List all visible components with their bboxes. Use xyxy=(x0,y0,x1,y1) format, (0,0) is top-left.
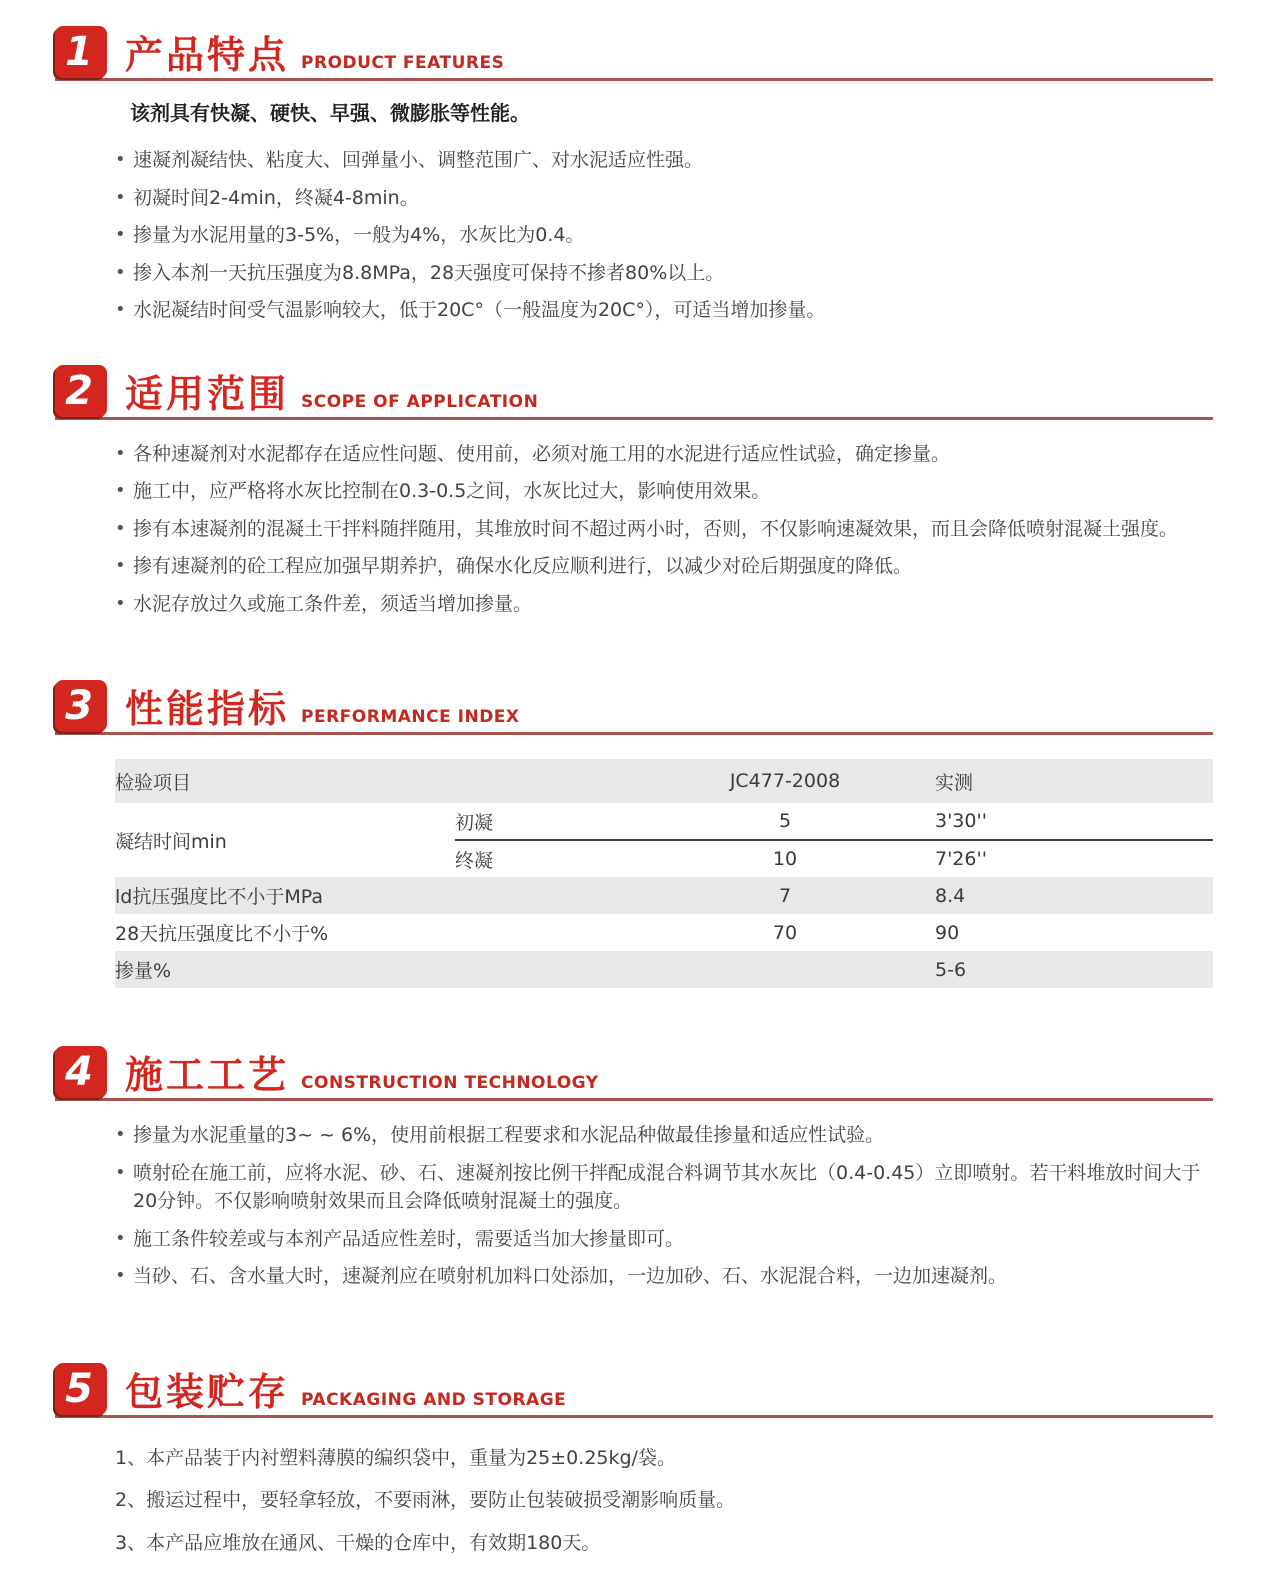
section-product-features xyxy=(55,26,1213,325)
col-header-standard: JC477-2008 xyxy=(729,770,841,792)
section-title-zh-1: 产品特点 xyxy=(125,33,290,77)
section-header-2 xyxy=(55,365,1213,420)
initial-set-label: 初凝 xyxy=(455,811,494,834)
list-item xyxy=(115,146,1213,175)
list-item-text: 水泥存放过久或施工条件差，须适当增加掺量。 xyxy=(133,592,533,615)
list-item xyxy=(115,590,1213,619)
numbered-item: 2、搬运过程中，要轻拿轻放，不要雨淋，要防止包装破损受潮影响质量。 xyxy=(115,1489,736,1511)
section-number-badge-1 xyxy=(55,26,107,78)
product-features-list xyxy=(55,146,1213,325)
strength-28d-label: 28天抗压强度比不小于% xyxy=(115,923,329,945)
table-row xyxy=(115,951,1213,988)
strength-28d-standard: 70 xyxy=(772,921,798,944)
section-number-1: 1 xyxy=(65,29,93,75)
section-title-zh-3: 性能指标 xyxy=(125,687,290,731)
initial-set-standard: 5 xyxy=(778,810,792,832)
section-number-badge-2 xyxy=(55,365,107,417)
list-item xyxy=(115,221,1213,250)
list-item xyxy=(115,440,1213,469)
section-title-zh-2: 适用范围 xyxy=(125,371,290,416)
list-item-text: 喷射砼在施工前，应将水泥、砂、石、速凝剂按比例干拌配成混合料调节其水灰比（0.4-0.45）立即喷射。若干料堆放时间大于20分钟。不仅影响喷射效果而且会降低喷射混凝土的强度。 xyxy=(133,1161,1201,1212)
list-item-text: 当砂、石、含水量大时，速凝剂应在喷射机加料口处添加，一边加砂、石、水泥混合料，一边加速凝剂。 xyxy=(133,1265,1008,1287)
list-item-text: 掺有本速凝剂的混凝土干拌料随拌随用，其堆放时间不超过两小时，否则，不仅影响速凝效果，而且会降低喷射混凝土强度。 xyxy=(133,517,1179,540)
strength-1d-label: ld抗压强度比不小于MPa xyxy=(115,886,323,908)
numbered-item: 3、本产品应堆放在通风、干燥的仓库中，有效期180天。 xyxy=(115,1531,601,1554)
dosage-standard xyxy=(635,951,935,988)
section-header-1 xyxy=(55,26,1213,81)
final-set-standard: 10 xyxy=(635,840,935,877)
document-page xyxy=(0,26,1280,1557)
list-item-text: 掺有速凝剂的砼工程应加强早期养护，确保水化反应顺利进行，以减少对砼后期强度的降低。 xyxy=(133,555,913,577)
strength-28d-measured: 90 xyxy=(935,921,960,944)
section-number-badge-5 xyxy=(55,1363,107,1415)
initial-set-measured: 3'30'' xyxy=(935,810,987,832)
section-number-badge-3 xyxy=(55,680,107,732)
section-title-en-4: CONSTRUCTION TECHNOLOGY xyxy=(301,1073,599,1093)
section-number-5: 5 xyxy=(65,1365,93,1412)
performance-table-wrap xyxy=(115,759,1213,988)
col-header-measured: 实测 xyxy=(935,771,974,794)
list-item xyxy=(115,184,1213,213)
final-set-label: 终凝 xyxy=(455,840,635,877)
section-number-badge-4 xyxy=(55,1046,107,1098)
scope-list xyxy=(55,440,1213,619)
list-item xyxy=(115,552,1213,581)
section-number-4: 4 xyxy=(65,1049,93,1095)
performance-table xyxy=(115,759,1213,988)
strength-1d-measured: 8.4 xyxy=(935,884,966,907)
numbered-item: 1、本产品装于内衬塑料薄膜的编织袋中，重量为25±0.25kg/袋。 xyxy=(115,1446,676,1469)
list-item xyxy=(115,515,1213,544)
section-scope-of-application xyxy=(55,365,1213,619)
section-construction-technology xyxy=(55,1046,1213,1291)
list-item-text: 掺量为水泥重量的3~ ~ 6%，使用前根据工程要求和水泥品种做最佳掺量和适应性试验。 xyxy=(133,1124,885,1146)
list-item-text: 掺量为水泥用量的3-5%，一般为4%，水灰比为0.4。 xyxy=(133,224,585,246)
list-item-text: 水泥凝结时间受气温影响较大，低于20C°（一般温度为20C°），可适当增加掺量。 xyxy=(133,299,826,321)
section-performance-index xyxy=(55,680,1213,988)
list-item-text: 速凝剂凝结快、粘度大、回弹量小、调整范围广、对水泥适应性强。 xyxy=(133,149,704,171)
packaging-list xyxy=(115,1444,1213,1558)
section-title-en-3: PERFORMANCE INDEX xyxy=(301,707,520,727)
construction-list xyxy=(55,1121,1213,1291)
section-number-3: 3 xyxy=(65,683,93,729)
product-features-intro: 该剂具有快凝、硬快、早强、微膨胀等性能。 xyxy=(130,101,530,125)
strength-1d-standard: 7 xyxy=(778,884,792,907)
final-set-measured: 7'26'' xyxy=(935,840,1213,877)
col-header-spacer xyxy=(455,759,635,803)
list-item xyxy=(115,477,1213,506)
section-header-3 xyxy=(55,680,1213,735)
list-item xyxy=(115,296,1213,325)
section-title-zh-4: 施工工艺 xyxy=(125,1053,290,1097)
list-item xyxy=(115,259,1213,288)
list-item xyxy=(115,1121,1213,1150)
setting-time-label: 凝结时间min xyxy=(115,830,227,853)
section-header-5 xyxy=(55,1363,1213,1418)
list-item-text: 施工中，应严格将水灰比控制在0.3-0.5之间，水灰比过大，影响使用效果。 xyxy=(133,480,771,502)
list-item xyxy=(115,1159,1213,1216)
dosage-measured: 5-6 xyxy=(935,958,967,981)
table-row xyxy=(115,803,1213,840)
table-row xyxy=(115,914,1213,951)
list-item-text: 施工条件较差或与本剂产品适应性差时，需要适当加大掺量即可。 xyxy=(133,1227,685,1250)
section-packaging-storage xyxy=(55,1363,1213,1558)
section-title-zh-5: 包装贮存 xyxy=(125,1369,290,1414)
list-item-text: 各种速凝剂对水泥都存在适应性问题、使用前，必须对施工用的水泥进行适应性试验，确定掺量。 xyxy=(133,442,951,465)
dosage-label: 掺量% xyxy=(115,960,172,982)
list-item xyxy=(115,1225,1213,1254)
list-item-text: 掺入本剂一天抗压强度为8.8MPa，28天强度可保持不掺者80%以上。 xyxy=(133,261,725,284)
section-header-4 xyxy=(55,1046,1213,1101)
list-item xyxy=(115,1262,1213,1291)
table-header-row xyxy=(115,759,1213,803)
table-row xyxy=(115,877,1213,914)
col-header-item: 检验项目 xyxy=(115,771,192,794)
list-item-text: 初凝时间2-4min，终凝4-8min。 xyxy=(133,186,419,209)
section-title-en-2: SCOPE OF APPLICATION xyxy=(301,391,539,412)
section-title-en-5: PACKAGING AND STORAGE xyxy=(301,1389,567,1410)
section-title-en-1: PRODUCT FEATURES xyxy=(301,53,505,73)
section-number-2: 2 xyxy=(65,367,93,414)
